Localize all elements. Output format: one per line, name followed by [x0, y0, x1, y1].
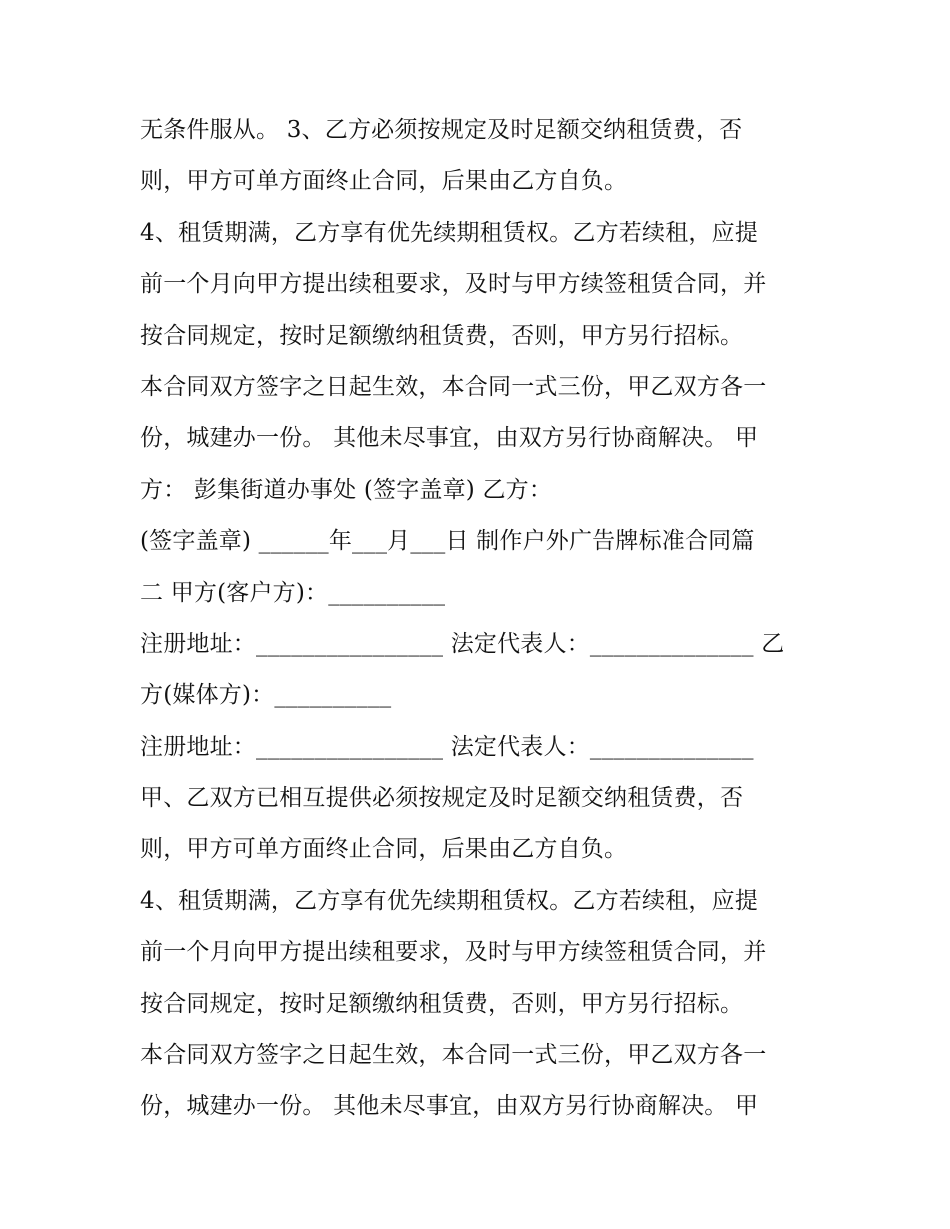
- text-line: 则，甲方可单方面终止合同，后果由乙方自负。: [140, 168, 628, 195]
- text-line: 份，城建办一份。 其他未尽事宜，由双方另行协商解决。 甲: [140, 1093, 759, 1120]
- text-line: 注册地址：________________ 法定代表人：______________ 乙: [140, 630, 785, 657]
- text-line: 本合同双方签字之日起生效，本合同一式三份，甲乙双方各一: [140, 373, 767, 400]
- text-line: 注册地址：________________ 法定代表人：______________: [140, 733, 754, 760]
- text-line: 份，城建办一份。 其他未尽事宜，由双方另行协商解决。 甲: [140, 425, 759, 452]
- text-line: 方： 彭集街道办事处 (签字盖章) 乙方：: [140, 476, 553, 503]
- text-line: 方(媒体方)：__________: [140, 682, 392, 709]
- text-line: 按合同规定，按时足额缴纳租赁费，否则，甲方另行招标。: [140, 322, 744, 349]
- text-line: 4、租赁期满，乙方享有优先续期租赁权。乙方若续租，应提: [140, 219, 759, 246]
- text-line: 则，甲方可单方面终止合同，后果由乙方自负。: [140, 836, 628, 863]
- text-line: 无条件服从。 3、乙方必须按规定及时足额交纳租赁费，否: [140, 117, 743, 143]
- text-line: (签字盖章) ______年___月___日 制作户外广告牌标准合同篇: [140, 528, 755, 555]
- text-line: 前一个月向甲方提出续租要求，及时与甲方续签租赁合同，并: [140, 271, 767, 298]
- text-line: 甲、乙双方已相互提供必须按规定及时足额交纳租赁费，否: [140, 785, 744, 812]
- text-line: 二 甲方(客户方)：__________: [140, 579, 446, 606]
- text-line: 本合同双方签字之日起生效，本合同一式三份，甲乙双方各一: [140, 1042, 767, 1069]
- text-line: 4、租赁期满，乙方享有优先续期租赁权。乙方若续租，应提: [140, 887, 759, 914]
- text-line: 前一个月向甲方提出续租要求，及时与甲方续签租赁合同，并: [140, 939, 767, 966]
- text-line: 按合同规定，按时足额缴纳租赁费，否则，甲方另行招标。: [140, 990, 744, 1017]
- document-body: [140, 105, 820, 1133]
